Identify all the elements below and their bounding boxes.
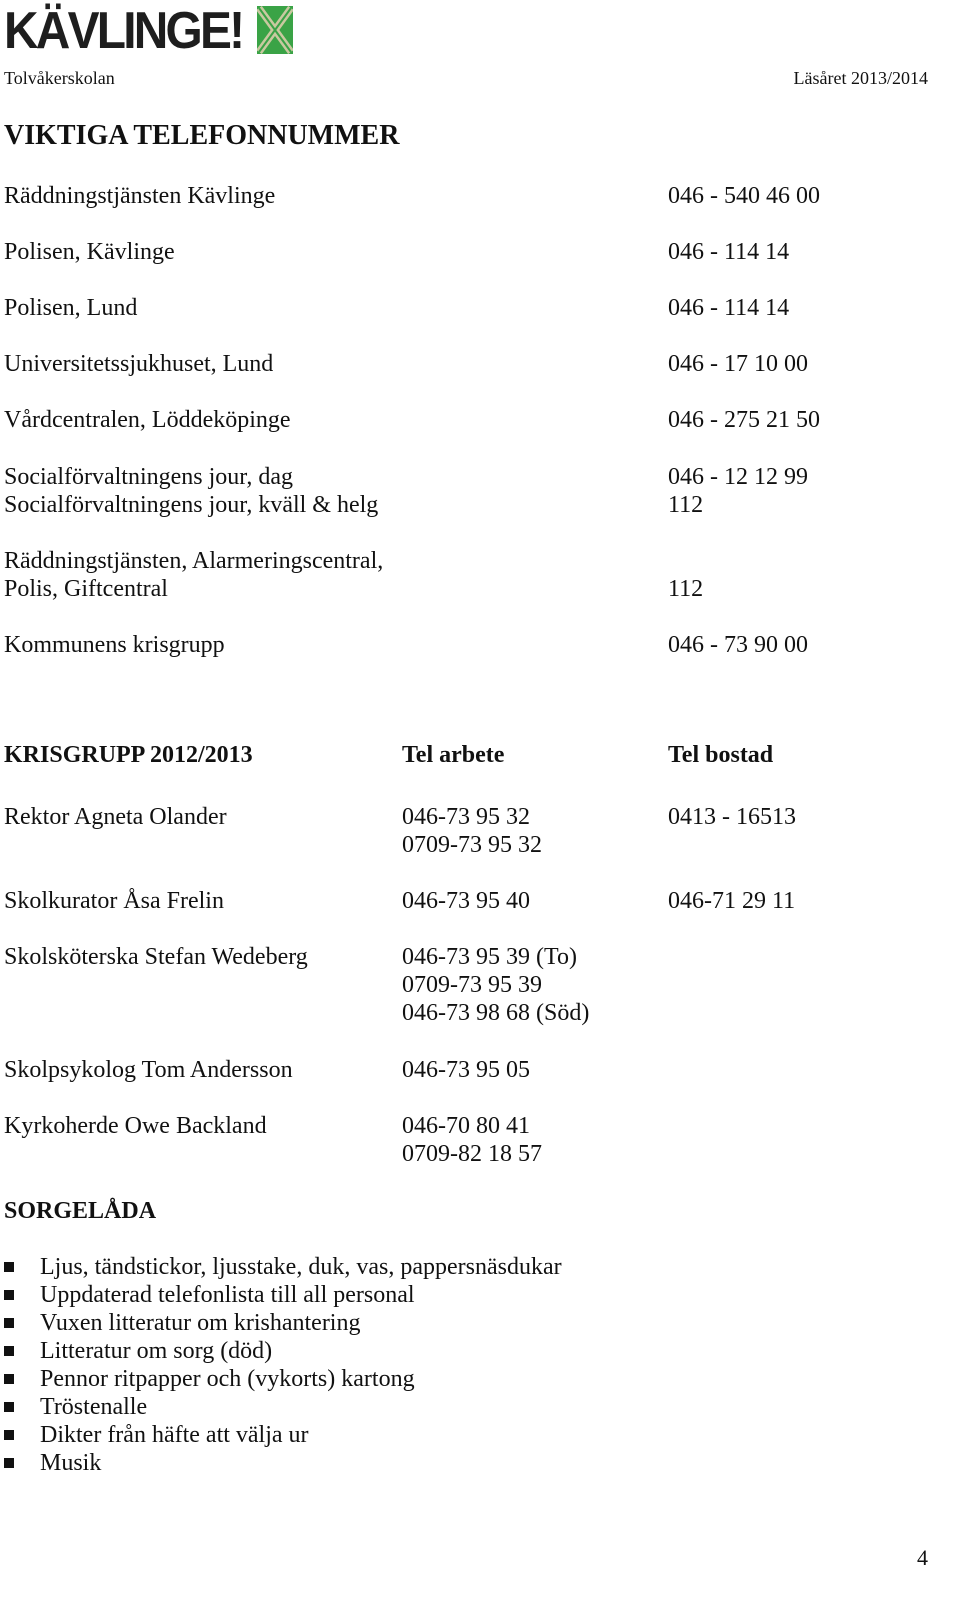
member-home-phone: 046-71 29 11 — [668, 888, 796, 914]
phone-number: 046 - 114 14 — [668, 239, 790, 265]
page-number: 4 — [917, 1545, 928, 1570]
list-item: Pennor ritpapper och (vykorts) kartong — [40, 1366, 415, 1392]
school-year: Läsåret 2013/2014 — [793, 68, 928, 88]
phone-name: Polisen, Lund — [4, 295, 138, 321]
member-home-phone: 0413 - 16513 — [668, 804, 796, 830]
phone-name: Räddningstjänsten, Alarmeringscentral, — [4, 548, 384, 574]
member-work-phone: 0709-73 95 39 — [402, 972, 542, 998]
member-name: Skolsköterska Stefan Wedeberg — [4, 944, 308, 970]
phone-name: Universitetssjukhuset, Lund — [4, 351, 274, 377]
member-work-phone: 0709-73 95 32 — [402, 832, 542, 858]
page-title: VIKTIGA TELEFONNUMMER — [4, 120, 400, 151]
member-name: Kyrkoherde Owe Backland — [4, 1113, 267, 1139]
kavlinge-logo — [4, 4, 293, 58]
bullet-icon — [4, 1346, 14, 1356]
list-item: Musik — [40, 1450, 102, 1476]
list-item: Ljus, tändstickor, ljusstake, duk, vas, pappersnäsdukar — [40, 1254, 562, 1280]
bullet-icon — [4, 1458, 14, 1468]
logo-text: KÄVLINGE! — [4, 2, 243, 60]
list-item: Vuxen litteratur om krishantering — [40, 1310, 361, 1336]
phone-name: Kommunens krisgrupp — [4, 632, 225, 658]
phone-number: 046 - 17 10 00 — [668, 351, 808, 377]
list-item: Dikter från häfte att välja ur — [40, 1422, 309, 1448]
bullet-icon — [4, 1374, 14, 1384]
bullet-icon — [4, 1290, 14, 1300]
phone-number: 046 - 275 21 50 — [668, 407, 820, 433]
member-work-phone: 0709-82 18 57 — [402, 1141, 542, 1167]
list-item: Uppdaterad telefonlista till all personal — [40, 1282, 415, 1308]
member-name: Skolkurator Åsa Frelin — [4, 888, 224, 914]
phone-number: 046 - 73 90 00 — [668, 632, 808, 658]
bullet-icon — [4, 1402, 14, 1412]
phone-name-line2: Polis, Giftcentral — [4, 576, 168, 602]
member-work-phone: 046-73 95 32 — [402, 804, 530, 830]
column-header-home: Tel bostad — [668, 742, 774, 768]
phone-name: Räddningstjänsten Kävlinge — [4, 183, 276, 209]
phone-number: 046 - 540 46 00 — [668, 183, 820, 209]
list-item: Tröstenalle — [40, 1394, 148, 1420]
column-header-name: KRISGRUPP 2012/2013 — [4, 742, 253, 768]
phone-name: Polisen, Kävlinge — [4, 239, 175, 265]
column-header-work: Tel arbete — [402, 742, 505, 768]
member-work-phone: 046-73 95 05 — [402, 1057, 530, 1083]
kavlinge-flag-icon — [257, 6, 293, 54]
member-work-phone: 046-73 95 39 (To) — [402, 944, 577, 970]
list-item: Litteratur om sorg (död) — [40, 1338, 273, 1364]
phone-number: 112 — [668, 576, 704, 602]
bullet-icon — [4, 1262, 14, 1272]
member-name: Skolpsykolog Tom Andersson — [4, 1057, 293, 1083]
phone-number: 112 — [668, 492, 704, 518]
member-work-phone: 046-73 98 68 (Söd) — [402, 1000, 590, 1026]
bullet-icon — [4, 1318, 14, 1328]
bullet-icon — [4, 1430, 14, 1440]
member-work-phone: 046-73 95 40 — [402, 888, 530, 914]
section-title-sorgelada: SORGELÅDA — [4, 1198, 157, 1224]
phone-number: 046 - 114 14 — [668, 295, 790, 321]
member-work-phone: 046-70 80 41 — [402, 1113, 530, 1139]
phone-name: Vårdcentralen, Löddeköpinge — [4, 407, 291, 433]
member-name: Rektor Agneta Olander — [4, 804, 227, 830]
phone-number: 046 - 12 12 99 — [668, 464, 808, 490]
phone-name: Socialförvaltningens jour, dag — [4, 464, 293, 490]
school-name: Tolvåkerskolan — [4, 68, 115, 88]
phone-name: Socialförvaltningens jour, kväll & helg — [4, 492, 379, 518]
